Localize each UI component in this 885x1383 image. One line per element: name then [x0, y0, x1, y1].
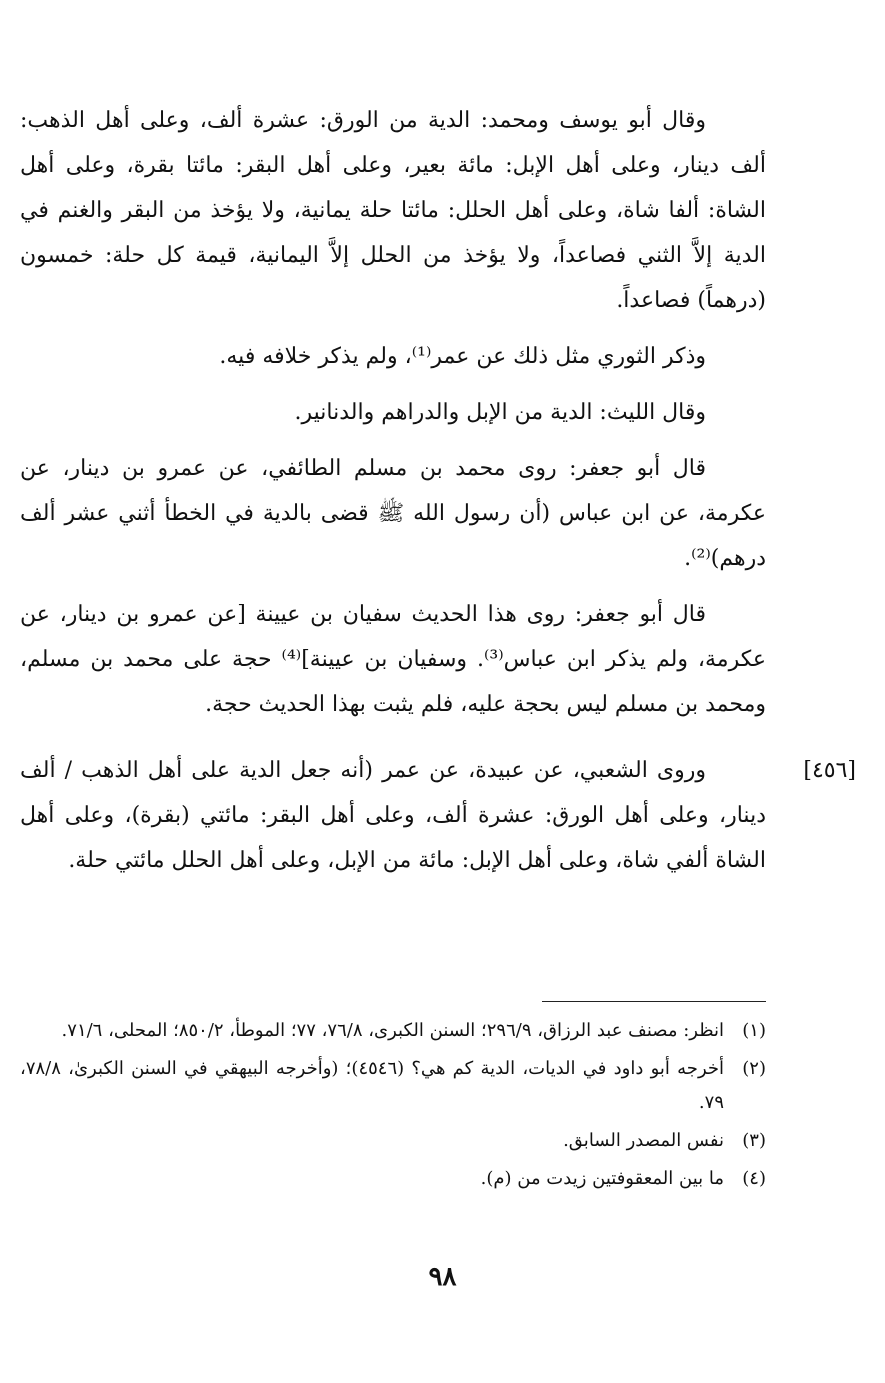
footnote-2	[20, 1052, 766, 1120]
footnote-number: (٣)	[742, 1130, 766, 1151]
footnotes	[20, 1014, 766, 1196]
page-number: ٩٨	[428, 1262, 457, 1292]
footnote-3	[20, 1124, 766, 1158]
paragraph-5: قال أبو جعفر: روى هذا الحديث سفيان بن عيينة [عن عمرو بن دينار، عن عكرمة، ولم يذكر ابن عباس⁽³⁾. وسفيان بن عيينة]⁽⁴⁾ حجة على محمد بن مسلم، ومحمد بن مسلم ليس بحجة عليه، فلم يثبت بهذا الحديث حجة.	[20, 602, 766, 717]
paragraph-3: وقال الليث: الدية من الإبل والدراهم والدنانير.	[294, 400, 706, 425]
footnote-text: انظر: مصنف عبد الرزاق، ٢٩٦/٩؛ السنن الكبرى، ٧٦/٨، ٧٧؛ الموطأ، ٨٥٠/٢؛ المحلى، ٧١/٦.	[61, 1020, 724, 1041]
main-text-block-1	[20, 98, 766, 727]
footnote-number: (٢)	[742, 1058, 766, 1079]
paragraph-4: قال أبو جعفر: روى محمد بن مسلم الطائفي، عن عمرو بن دينار، عن عكرمة، عن ابن عباس (أن رسول الله ﷺ قضى بالدية في الخطأ أثني عشر ألف درهم)⁽²⁾.	[20, 456, 766, 571]
footnote-number: (٤)	[742, 1168, 766, 1189]
main-text-block-2	[20, 748, 766, 883]
footnote-separator	[542, 1001, 766, 1002]
paragraph-6: وروى الشعبي، عن عبيدة، عن عمر (أنه جعل الدية على أهل الذهب / ألف دينار، وعلى أهل الورق: عشرة ألف، وعلى أهل البقر: مائتي (بقرة)، وعلى أهل الشاة ألفي شاة، وعلى أهل الإبل: مائة من الإبل، وعلى أهل الحلل مائتي حلة.	[20, 758, 766, 873]
paragraph-1: وقال أبو يوسف ومحمد: الدية من الورق: عشرة ألف، وعلى أهل الذهب: ألف دينار، وعلى أهل الإبل: مائة بعير، وعلى أهل البقر: مائتا بقرة، وعلى أهل الشاة: ألفا شاة، وعلى أهل الحلل: مائتا حلة يمانية، ولا يؤخذ من البقر والغنم في الدية إلاَّ الثني فصاعداً، ولا يؤخذ من الحلل إلاَّ اليمانية، قيمة كل حلة: خمسون (درهماً) فصاعداً.	[20, 108, 767, 313]
footnote-1	[20, 1014, 766, 1048]
footnote-number: (١)	[742, 1020, 766, 1041]
folio-marker: [٤٥٦]	[803, 758, 856, 783]
footnote-text: نفس المصدر السابق.	[563, 1130, 724, 1151]
paragraph-2: وذكر الثوري مثل ذلك عن عمر⁽¹⁾، ولم يذكر خلافه فيه.	[219, 344, 706, 369]
footnote-4	[20, 1162, 766, 1196]
footnote-text: أخرجه أبو داود في الديات، الدية كم هي؟ (٤٥٤٦)؛ (وأخرجه البيهقي في السنن الكبرىٰ، ٧٨/٨، ٧٩.	[20, 1058, 724, 1113]
footnote-text: ما بين المعقوفتين زيدت من (م).	[480, 1168, 724, 1189]
